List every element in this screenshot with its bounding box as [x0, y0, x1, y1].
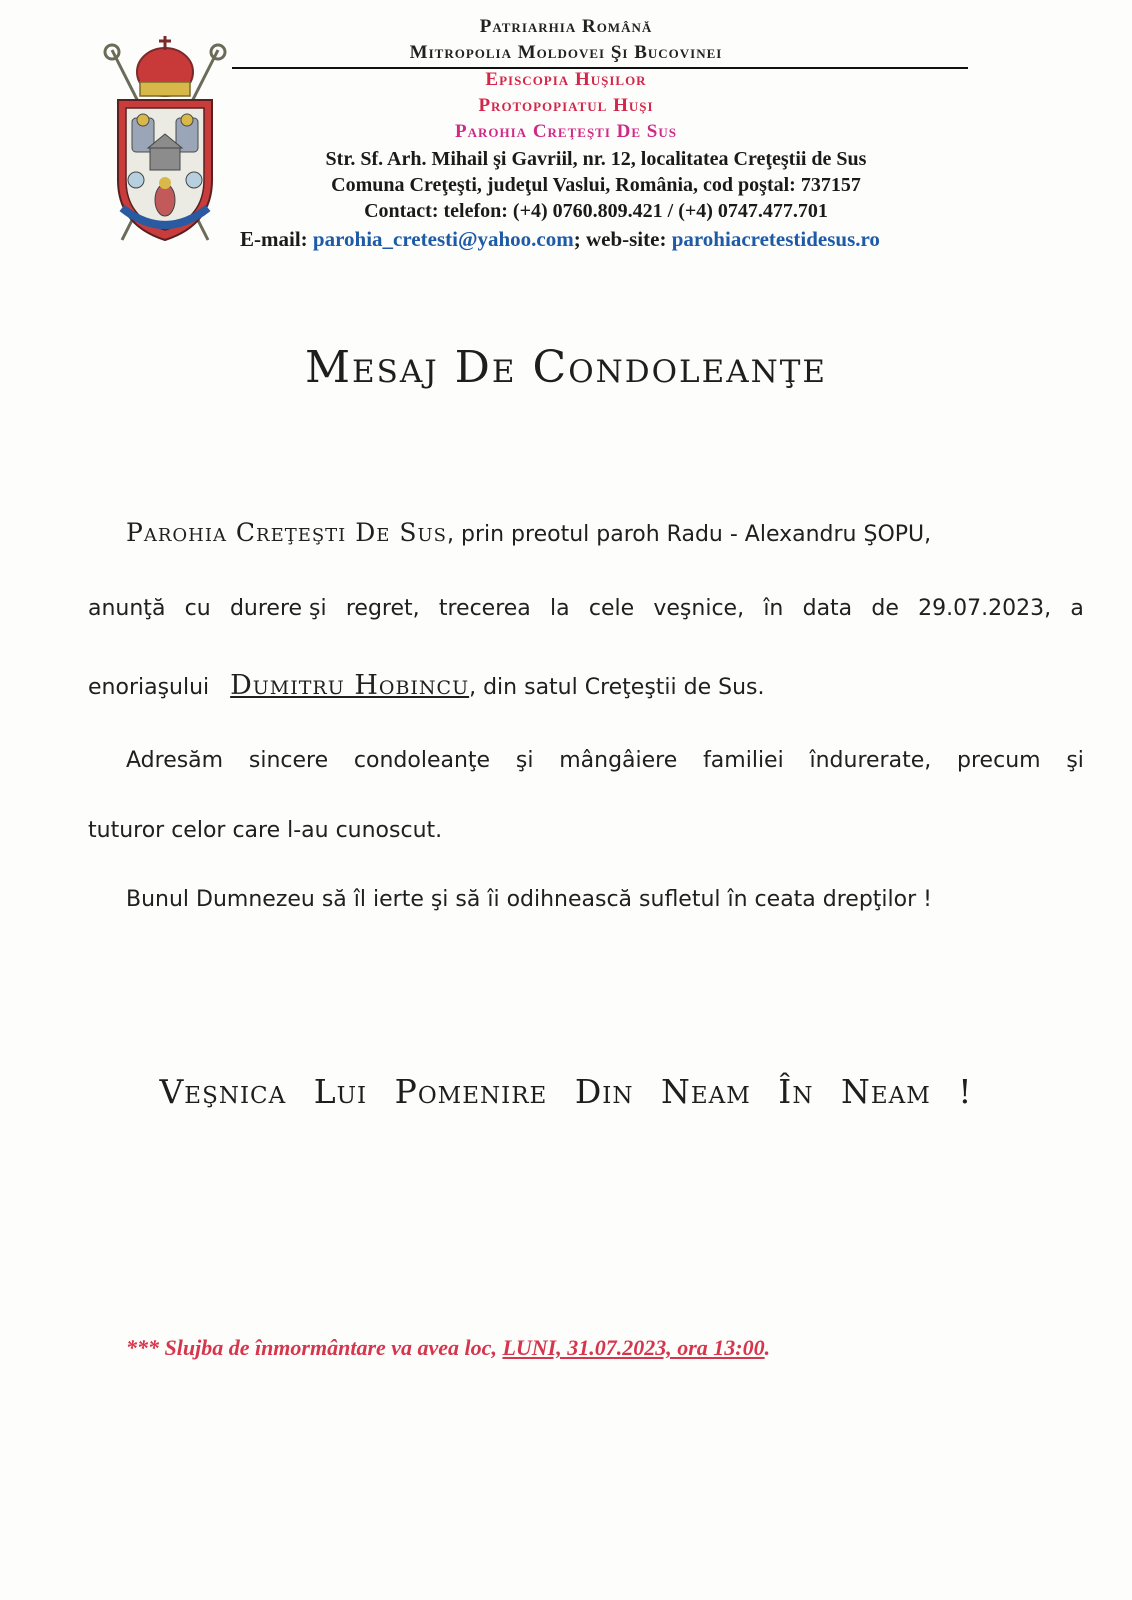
priest-text: , prin preotul paroh Radu - Alexandru ŞOPU,: [447, 522, 932, 547]
funeral-note: [126, 1335, 770, 1361]
word: mângâiere: [559, 748, 678, 773]
word: data: [802, 596, 853, 621]
page-title: Mesaj De Condoleanţe: [304, 342, 828, 393]
metropolis-name: Mitropolia Moldovei Şi Bucovinei: [409, 42, 723, 63]
word: veşnice,: [653, 596, 745, 621]
word: la: [550, 596, 570, 621]
funeral-date-time: LUNI, 31.07.2023, ora 13:00: [502, 1335, 765, 1360]
funeral-suffix: .: [764, 1335, 771, 1360]
word: în: [763, 596, 784, 621]
word: trecerea: [438, 596, 531, 621]
diocese-name: Episcopia Huşilor: [485, 69, 647, 90]
body-line-4: [126, 748, 1084, 773]
closing-blessing: Veşnica Lui Pomenire Din Neam În Neam !: [159, 1072, 973, 1111]
word: regret,: [345, 596, 420, 621]
parish-name: Parohia Creţeşti De Sus: [455, 121, 677, 142]
parish-name-inline: Parohia Creţeşti De Sus: [126, 518, 448, 547]
email-website-line: [240, 227, 880, 252]
word: cele: [588, 596, 635, 621]
enoriasului-text: enoriaşului: [88, 675, 210, 700]
address-line: Str. Sf. Arh. Mihail şi Gavriil, nr. 12, localitatea Creţeştii de Sus: [325, 148, 867, 170]
word: de: [871, 596, 899, 621]
word: a: [1070, 596, 1084, 621]
word: sincere: [248, 748, 329, 773]
village-text: , din satul Creţeştii de Sus.: [469, 675, 765, 700]
contact-line: Contact: telefon: (+4) 0760.809.421 / (+4) 0747.477.701: [364, 200, 828, 222]
deanery-name: Protopopiatul Huşi: [478, 95, 654, 116]
word: familiei: [703, 748, 784, 773]
body-line-1: [126, 518, 931, 547]
email-link[interactable]: parohia_cretesti@yahoo.com: [312, 227, 574, 251]
word: şi: [1066, 748, 1084, 773]
death-date: 29.07.2023,: [918, 596, 1052, 621]
website-link[interactable]: parohiacretestidesus.ro: [671, 227, 880, 251]
website-label: ; web-site:: [573, 227, 672, 251]
patriarchy-name: Patriarhia Română: [479, 16, 653, 37]
word: şi: [515, 748, 534, 773]
word: Adresăm: [126, 748, 224, 773]
word: anunţă: [88, 596, 166, 621]
body-line-3: [88, 670, 765, 701]
word: durere şi: [229, 596, 327, 621]
body-line-2: [88, 596, 1084, 621]
word: îndurerate,: [809, 748, 932, 773]
word: condoleanţe: [353, 748, 491, 773]
deceased-name: Dumitru Hobincu: [230, 670, 470, 701]
body-line-6: Bunul Dumnezeu să îl ierte şi să îi odihnească sufletul în ceata drepţilor !: [126, 887, 932, 912]
body-line-5: tuturor celor care l-au cunoscut.: [88, 818, 443, 843]
word: cu: [184, 596, 211, 621]
commune-line: Comuna Creţeşti, judeţul Vaslui, România, cod poştal: 737157: [331, 174, 861, 196]
email-label: E-mail:: [240, 227, 313, 251]
funeral-prefix: *** Slujba de înmormântare va avea loc,: [126, 1335, 503, 1360]
word: precum: [957, 748, 1041, 773]
